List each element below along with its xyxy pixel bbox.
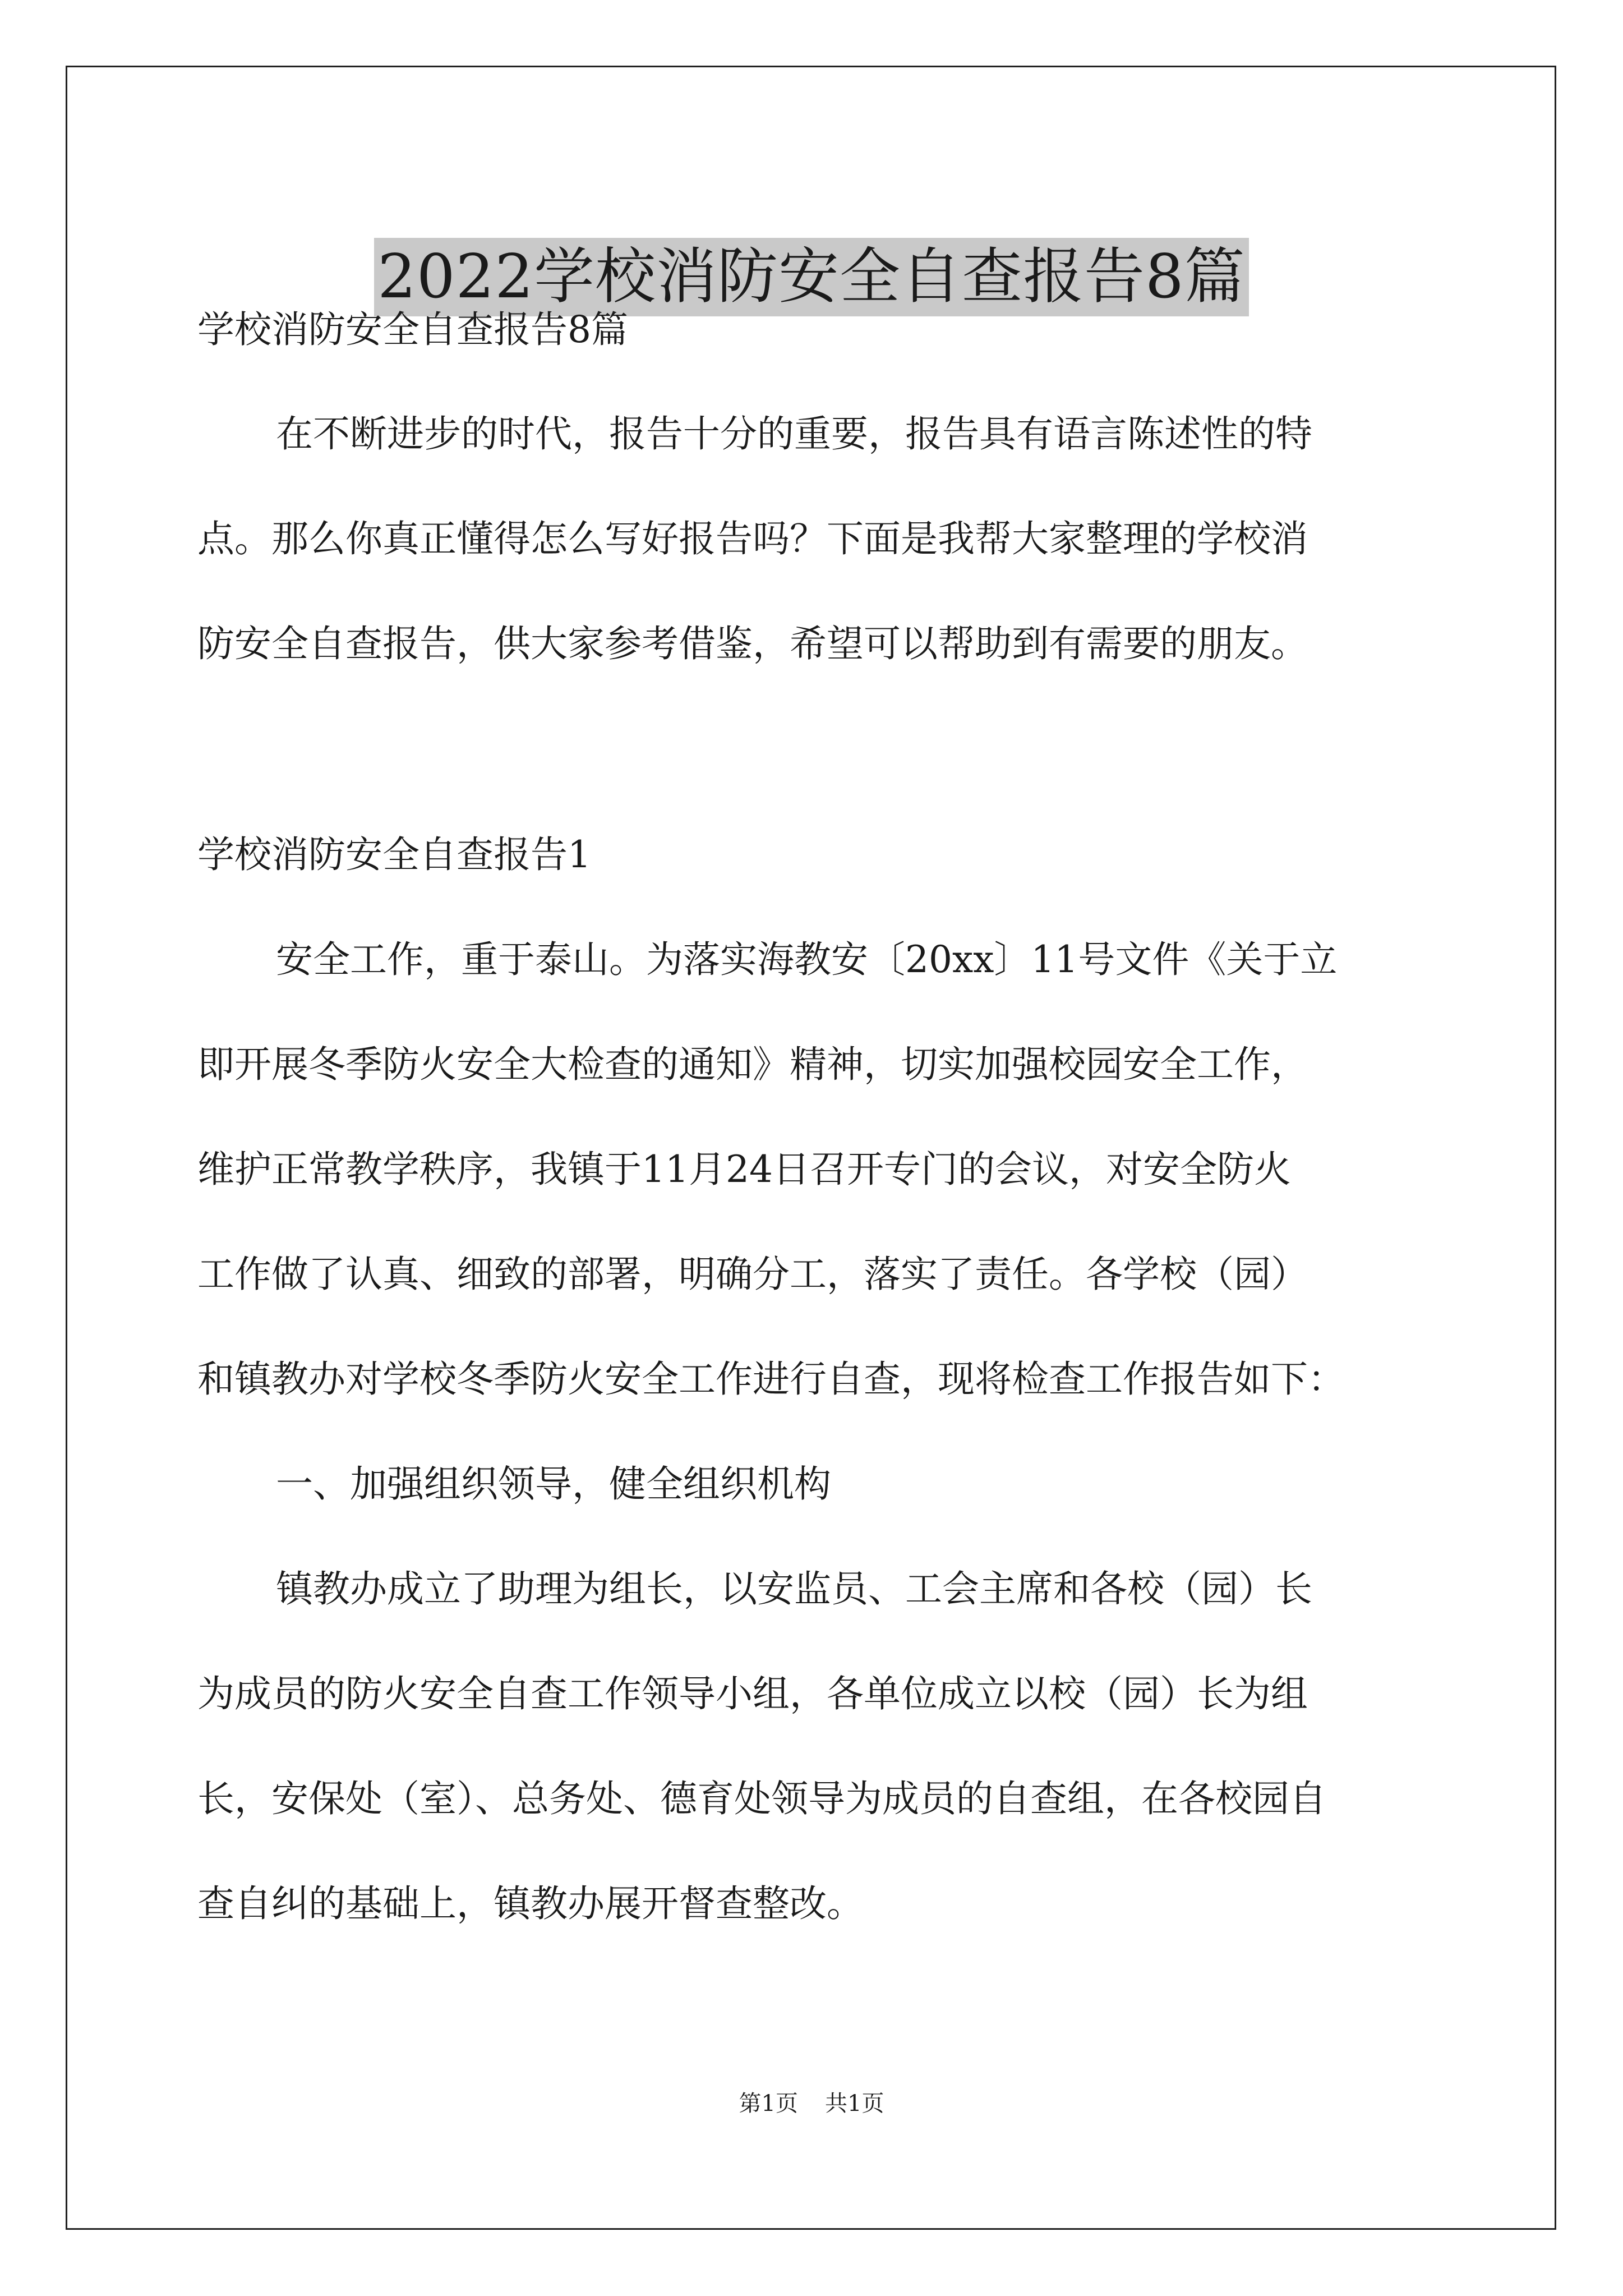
document-subtitle: 学校消防安全自查报告8篇 <box>197 308 628 351</box>
paragraph-line: 工作做了认真、细致的部署，明确分工，落实了责任。各学校（园） <box>197 1253 1308 1296</box>
page-footer <box>0 2087 1623 2120</box>
paragraph-line: 即开展冬季防火安全大检查的通知》精神，切实加强校园安全工作， <box>197 1043 1308 1086</box>
section1-paragraph <box>197 933 1431 1406</box>
subsection-heading: 一、加强组织领导，健全组织机构 <box>276 1462 831 1506</box>
paragraph-line: 维护正常教学秩序，我镇于11月24日召开专门的会议，对安全防火 <box>197 1148 1291 1191</box>
intro-line: 防安全自查报告，供大家参考借鉴，希望可以帮助到有需要的朋友。 <box>197 622 1308 665</box>
paragraph-line: 安全工作，重于泰山。为落实海教安〔20xx〕11号文件《关于立 <box>276 938 1338 981</box>
paragraph-line: 查自纠的基础上，镇教办展开督查整改。 <box>197 1882 864 1925</box>
paragraph-line: 为成员的防火安全自查工作领导小组，各单位成立以校（园）长为组 <box>197 1672 1308 1715</box>
paragraph-line: 长，安保处（室）、总务处、德育处领导为成员的自查组，在各校园自 <box>197 1777 1326 1820</box>
page-total: 共1页 <box>825 2091 884 2116</box>
section-heading: 学校消防安全自查报告1 <box>197 833 591 876</box>
paragraph-line: 镇教办成立了助理为组长，以安监员、工会主席和各校（园）长 <box>276 1567 1312 1611</box>
intro-line: 点。那么你真正懂得怎么写好报告吗？下面是我帮大家整理的学校消 <box>197 517 1308 560</box>
section1-paragraph-2 <box>197 1562 1431 1931</box>
document-body <box>197 303 1431 1931</box>
page-number: 第1页 <box>739 2091 798 2116</box>
intro-paragraph <box>197 407 1431 671</box>
document-title: 2022学校消防安全自查报告8篇 <box>374 238 1249 316</box>
intro-line: 在不断进步的时代，报告十分的重要，报告具有语言陈述性的特 <box>276 412 1312 455</box>
paragraph-line: 和镇教办对学校冬季防火安全工作进行自查，现将检查工作报告如下： <box>197 1358 1345 1401</box>
